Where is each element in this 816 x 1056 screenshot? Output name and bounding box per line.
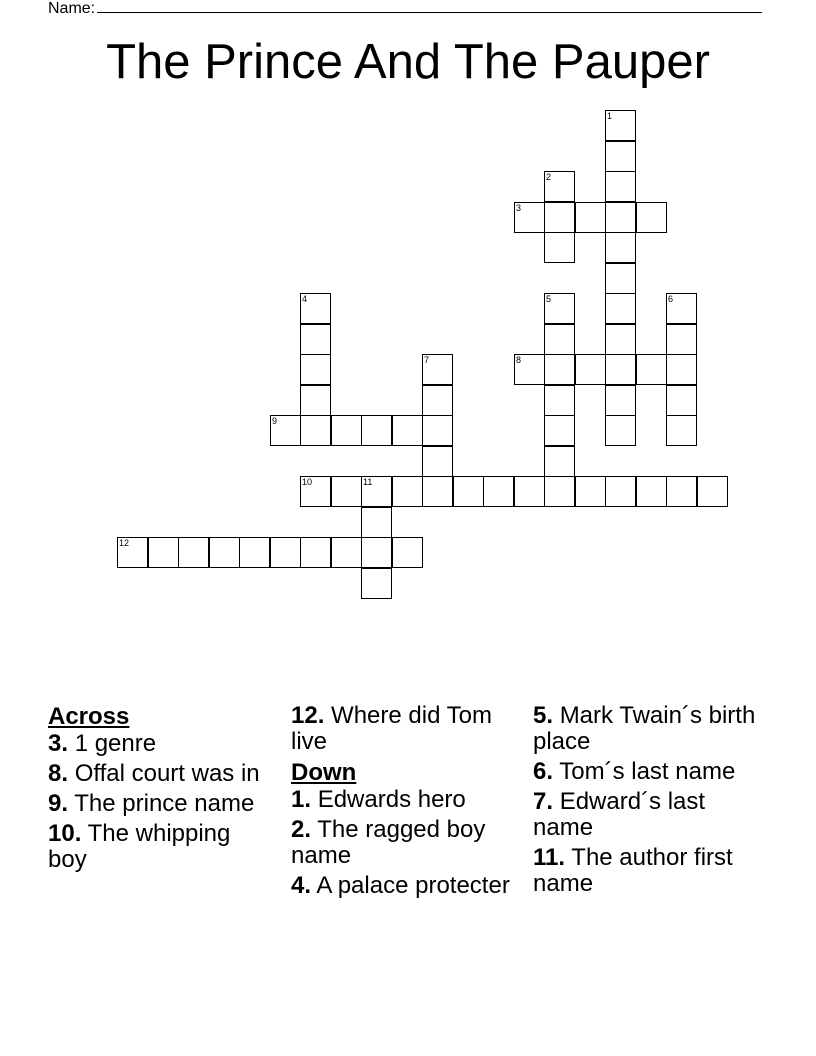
grid-cell[interactable] <box>575 354 606 385</box>
grid-cell[interactable] <box>605 293 636 324</box>
grid-cell[interactable] <box>300 324 331 355</box>
grid-cell[interactable] <box>605 110 636 141</box>
grid-cell[interactable] <box>605 202 636 233</box>
clue-number: 8 <box>516 355 522 365</box>
grid-cell[interactable] <box>575 476 606 507</box>
grid-cell[interactable] <box>422 415 453 446</box>
across-heading: Across <box>48 703 130 730</box>
clue-down-2: 2. The ragged boy name <box>291 816 486 869</box>
grid-cell[interactable] <box>300 385 331 416</box>
grid-cell[interactable] <box>239 537 270 568</box>
grid-cell[interactable] <box>666 354 697 385</box>
clue-down-1: 1. Edwards hero <box>291 786 466 813</box>
grid-cell[interactable] <box>361 507 392 538</box>
clue-number: 9 <box>272 416 278 426</box>
grid-cell[interactable] <box>666 415 697 446</box>
grid-cell[interactable] <box>605 324 636 355</box>
grid-cell[interactable] <box>666 476 697 507</box>
grid-cell[interactable] <box>605 385 636 416</box>
clue-number: 3 <box>516 203 522 213</box>
name-label: Name: <box>48 0 96 17</box>
clue-down-4: 4. A palace protecter <box>291 872 510 899</box>
grid-cell[interactable] <box>544 354 575 385</box>
clue-number: 7 <box>424 355 430 365</box>
clue-down-5: 5. Mark Twain´s birth place <box>533 702 756 755</box>
grid-cell[interactable] <box>544 415 575 446</box>
clue-number: 5 <box>546 294 552 304</box>
clue-number: 11 <box>363 477 373 487</box>
grid-cell[interactable] <box>575 202 606 233</box>
grid-cell[interactable] <box>544 385 575 416</box>
grid-cell[interactable] <box>361 476 392 507</box>
grid-cell[interactable] <box>422 385 453 416</box>
grid-cell[interactable] <box>605 263 636 294</box>
grid-cell[interactable] <box>605 141 636 172</box>
grid-cell[interactable] <box>422 476 453 507</box>
clue-number: 1 <box>607 111 613 121</box>
grid-cell[interactable] <box>544 293 575 324</box>
clue-across-10: 10. The whipping boy <box>48 820 231 873</box>
grid-cell[interactable] <box>392 537 423 568</box>
clue-across-12: 12. Where did Tom live <box>291 702 493 755</box>
grid-cell[interactable] <box>636 202 667 233</box>
grid-cell[interactable] <box>300 476 331 507</box>
grid-cell[interactable] <box>209 537 240 568</box>
grid-cell[interactable] <box>361 568 392 599</box>
grid-cell[interactable] <box>544 171 575 202</box>
clue-across-3: 3. 1 genre <box>48 730 157 757</box>
clues-column-1 <box>48 703 273 877</box>
clue-across-8: 8. Offal court was in <box>48 760 260 787</box>
clue-down-7: 7. Edward´s last name <box>533 788 706 841</box>
clue-number: 4 <box>302 294 308 304</box>
grid-cell[interactable] <box>697 476 728 507</box>
grid-cell[interactable] <box>300 537 331 568</box>
grid-cell[interactable] <box>544 476 575 507</box>
grid-cell[interactable] <box>361 537 392 568</box>
grid-cell[interactable] <box>422 446 453 477</box>
grid-cell[interactable] <box>392 476 423 507</box>
grid-cell[interactable] <box>605 415 636 446</box>
clue-number: 12 <box>119 538 130 548</box>
grid-cell[interactable] <box>514 476 545 507</box>
grid-cell[interactable] <box>636 476 667 507</box>
grid-cell[interactable] <box>666 385 697 416</box>
grid-cell[interactable] <box>544 446 575 477</box>
grid-cell[interactable] <box>483 476 514 507</box>
clues-column-3 <box>533 703 758 901</box>
grid-cell[interactable] <box>178 537 209 568</box>
down-heading: Down <box>291 759 357 786</box>
grid-cell[interactable] <box>392 415 423 446</box>
grid-cell[interactable] <box>514 202 545 233</box>
grid-cell[interactable] <box>514 354 545 385</box>
grid-cell[interactable] <box>270 537 301 568</box>
grid-cell[interactable] <box>331 476 362 507</box>
grid-cell[interactable] <box>605 476 636 507</box>
grid-cell[interactable] <box>361 415 392 446</box>
clue-number: 2 <box>546 172 552 182</box>
grid-cell[interactable] <box>605 171 636 202</box>
clue-number: 6 <box>668 294 674 304</box>
grid-cell[interactable] <box>422 354 453 385</box>
clue-across-9: 9. The prince name <box>48 790 255 817</box>
clue-number: 10 <box>302 477 313 487</box>
grid-cell[interactable] <box>605 232 636 263</box>
grid-cell[interactable] <box>331 537 362 568</box>
grid-cell[interactable] <box>300 354 331 385</box>
grid-cell[interactable] <box>117 537 148 568</box>
grid-cell[interactable] <box>331 415 362 446</box>
grid-cell[interactable] <box>666 324 697 355</box>
grid-cell[interactable] <box>605 354 636 385</box>
grid-cell[interactable] <box>300 293 331 324</box>
grid-cell[interactable] <box>270 415 301 446</box>
grid-cell[interactable] <box>636 354 667 385</box>
grid-cell[interactable] <box>544 324 575 355</box>
page-title: The Prince And The Pauper <box>106 35 710 89</box>
grid-cell[interactable] <box>453 476 484 507</box>
clue-down-6: 6. Tom´s last name <box>533 758 736 785</box>
grid-cell[interactable] <box>666 293 697 324</box>
grid-cell[interactable] <box>544 232 575 263</box>
clue-down-11: 11. The author first name <box>533 844 733 897</box>
clues-column-2 <box>291 703 516 903</box>
grid-cell[interactable] <box>544 202 575 233</box>
grid-cell[interactable] <box>148 537 179 568</box>
grid-cell[interactable] <box>300 415 331 446</box>
